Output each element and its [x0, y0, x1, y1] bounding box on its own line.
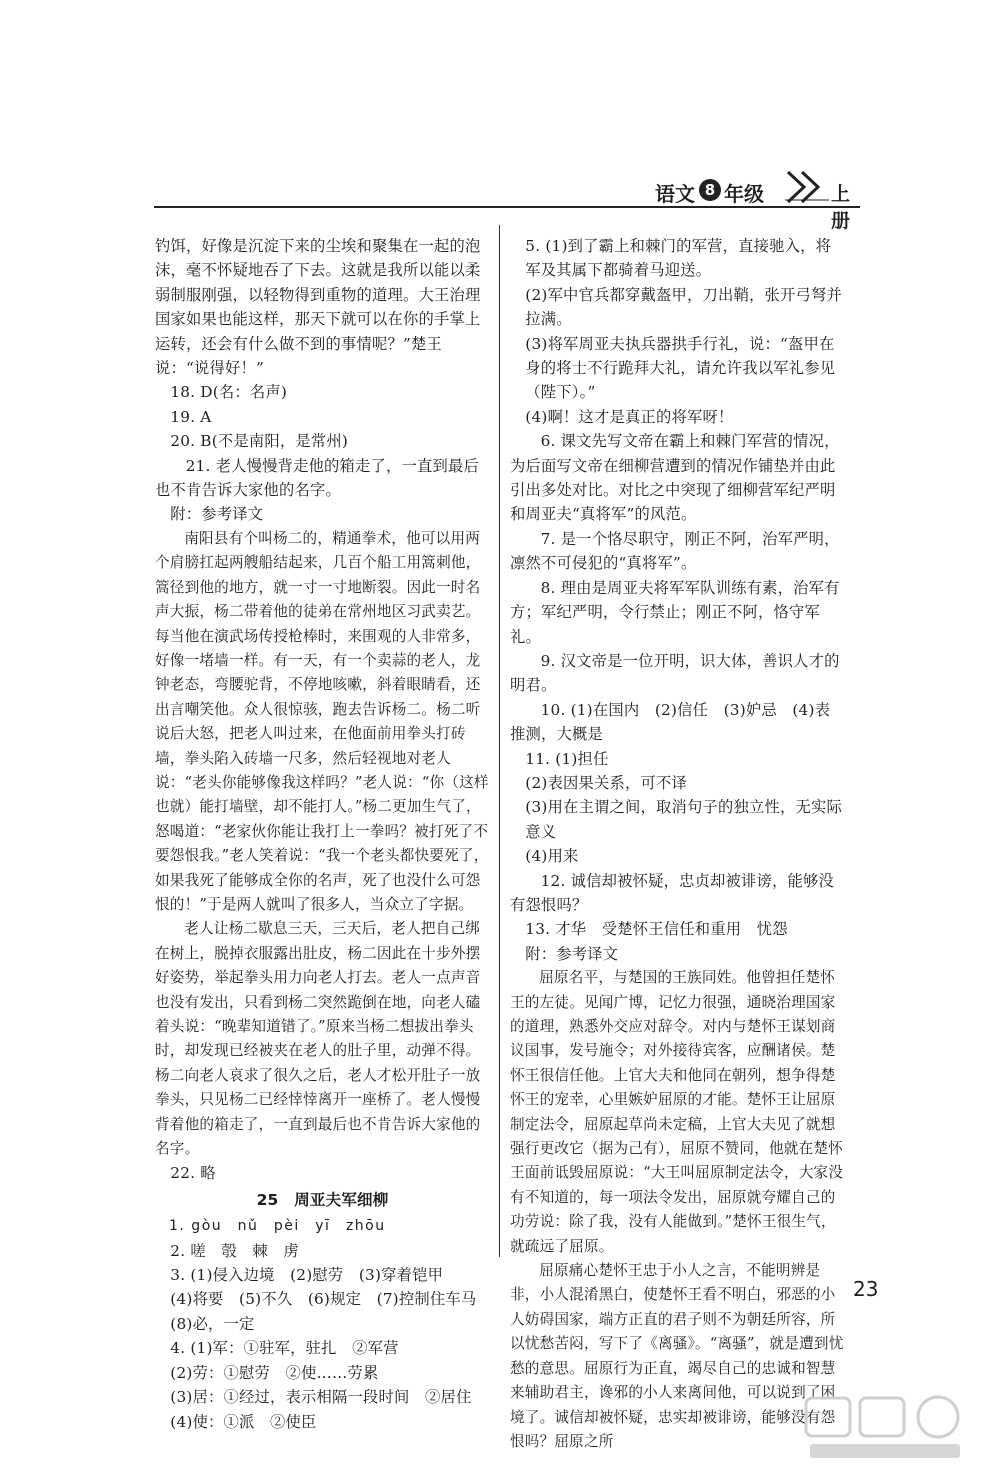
answer-paragraph: (4)将要 (5)不久 (6)规定 (7)控制住车马 — [170, 1290, 477, 1309]
answer-paragraph: 钓饵，好像是沉淀下来的尘埃和聚集在一起的泡沫，毫不怀疑地吞了下去。这就是我所以能以柔弱制服刚强，以轻物得到重物的道理。大王治理国家如果也能这样，那天下就可以在你的手掌上运转，还会有什么做不到的事情呢？”楚王说：“说得好！” — [155, 237, 481, 378]
answer-paragraph: (2)军中官兵都穿戴盔甲，刀出鞘，张开弓弩并拉满。 — [525, 285, 843, 329]
header-grade-label: 年级 — [724, 182, 764, 206]
answer-paragraph: (8)必，一定 — [170, 1314, 255, 1333]
left-column — [155, 234, 490, 1434]
watermark-logo — [800, 1394, 970, 1462]
translation-heading: 附：参考译文 — [170, 505, 264, 524]
answer-paragraph: 1. gòu nǔ pèi yī zhōu — [169, 1218, 386, 1235]
answer-paragraph: (3)将军周亚夫执兵器拱手行礼，说：“盔甲在身的将士不行跪拜大礼，请允许我以军礼参见（陛下）。” — [525, 334, 836, 402]
header-volume: 上册 — [831, 183, 851, 232]
answer-paragraph: 18. D(名：名声) — [170, 383, 288, 402]
translation-paragraph: 屈原名平，与楚国的王族同姓。他曾担任楚怀王的左徒。见闻广博，记忆力很强，通晓治理国家的道理，熟悉外交应对辞令。对内与楚怀王谋划商议国事，发号施令；对外接待宾客，应酬诸侯。楚怀王很信任他。上官大夫和他同在朝列，想争得楚怀王的宠幸，心里嫉妒屈原的才能。楚怀王让屈原制定法令，屈原起草尚未定稿，上官大夫见了就想强行更改它（据为己有），屈原不赞同，他就在楚怀王面前诋毁屈原说：“大王叫屈原制定法令，大家没有不知道的，每一项法令发出，屈原就夸耀自己的功劳说：除了我，没有人能做到。”楚怀王很生气，就疏远了屈原。 — [510, 969, 844, 1255]
answer-paragraph: 22. 略 — [170, 1164, 216, 1183]
answer-paragraph: (2)劳：①慰劳 ②使……劳累 — [170, 1363, 379, 1382]
answer-paragraph: 6. 课文先写文帝在霸上和棘门军营的情况，为后面写文帝在细柳营遭到的情况作铺垫并由此引出多处对比。对比之中突现了细柳营军纪严明和周亚夫“真将军”的风范。 — [510, 432, 840, 524]
answer-paragraph: 13. 才华 受楚怀王信任和重用 忧怨 — [525, 920, 788, 939]
answer-paragraph: 4. (1)军：①驻军，驻扎 ②军营 — [170, 1339, 399, 1358]
lesson-title: 25 周亚夫军细柳 — [256, 1190, 389, 1209]
page-number: 23 — [853, 1277, 879, 1301]
answer-paragraph: 12. 诚信却被怀疑，忠贞却被诽谤，能够没有怨恨吗？ — [510, 871, 835, 914]
header-subject: 语文 — [655, 182, 695, 206]
answer-paragraph: (4)啊！这才是真正的将军呀！ — [525, 407, 734, 426]
answer-paragraph: 11. (1)担任 — [525, 749, 609, 768]
column-divider — [499, 225, 500, 1257]
right-column — [510, 234, 845, 1454]
answer-paragraph: 7. 是一个恪尽职守，刚正不阿，治军严明，凛然不可侵犯的“真将军”。 — [510, 529, 840, 573]
running-header — [655, 178, 865, 232]
answer-paragraph: (3)居：①经过，表示相隔一段时间 ②居住 — [170, 1388, 472, 1407]
translation-paragraph: 屈原痛心楚怀王忠于小人之言，不能明辨是非，小人混淆黑白，使楚怀王看不明白，邪恶的小人妨碍国家，端方正直的君子则不为朝廷所容，所以忧愁苦闷，写下了《离骚》。“离骚”，就是遭到忧愁的意思。屈原行为正直，竭尽自己的忠诚和智慧来辅助君主，谗邪的小人来离间他，可以说到了困境了。诚信却被怀疑，忠实却被诽谤，能够没有怨恨吗？屈原之所 — [510, 1262, 844, 1450]
answer-paragraph: 19. A — [170, 407, 212, 426]
answer-paragraph: 21. 老人慢慢背走他的箱走了，一直到最后也不肯告诉大家他的名字。 — [155, 456, 480, 500]
answer-paragraph: 10. (1)在国内 (2)信任 (3)妒忌 (4)表推测，大概是 — [510, 700, 831, 744]
translation-paragraph: 老人让杨二歇息三天，三天后，老人把自己绑在树上，脱掉衣服露出肚皮，杨二因此在十步外摆好姿势，举起拳头用力向老人打去。老人一点声音也没有发出，只看到杨二突然跪倒在地，向老人磕着头说：“晚辈知道错了。”原来当杨二想拔出拳头时，却发现已经被夹在老人的肚子里，动弹不得。杨二向老人哀求了很久之后，老人才松开肚子一放拳头，只见杨二已经悻悻离开一座桥了。老人慢慢背着他的箱走了，一直到最后也不肯告诉大家他的名字。 — [155, 920, 481, 1158]
double-chevron-icon — [785, 170, 831, 204]
answer-paragraph: (2)表因果关系，可不译 — [525, 773, 688, 792]
answer-paragraph: (4)用来 — [525, 847, 579, 866]
answer-paragraph: 5. (1)到了霸上和棘门的军营，直接驰入，将军及其属下都骑着马迎送。 — [525, 237, 832, 280]
answer-paragraph: 8. 理由是周亚夫将军军队训练有素，治军有方；军纪严明，令行禁止；刚正不阿，恪守军礼。 — [510, 578, 840, 646]
header-grade-number: 8 — [699, 179, 721, 201]
translation-heading: 附：参考译文 — [525, 944, 619, 963]
translation-paragraph: 南阳县有个叫杨二的，精通拳术，他可以用两个肩膀扛起两艘船结起来，几百个船工用篙刺他，篙径到他的地方，就一寸一寸地断裂。因此一时名声大振，杨二带着他的徒弟在常州地区习武卖艺。每当他在演武场传授枪棒时，来围观的人非常多，好像一堵墙一样。有一天，有一个卖蒜的老人，龙钟老态，弯腰驼背，不停地咳嗽，斜着眼睛看，还出言嘲笑他。众人很惊骇，跑去告诉杨二。杨二听说后大怒，把老人叫过来，在他面前用拳头打砖墙，拳头陷入砖墙一尺多，然后轻视地对老人说：“老头你能够像我这样吗？”老人说：“你（这样也就）能打墙壁，却不能打人。”杨二更加生气了，怒喝道：“老家伙你能让我打上一拳吗？被打死了不要怨恨我。”老人笑着说：“我一个老头都快要死了，如果我死了能够成全你的名声，死了也没什么可怨恨的！”于是两人就叫了很多人，当众立了字据。 — [155, 529, 489, 913]
answer-paragraph: 2. 嗟 彀 棘 虏 — [170, 1241, 299, 1260]
answer-paragraph: (3)用在主谓之间，取消句子的独立性，无实际意义 — [525, 798, 843, 841]
header-rule — [154, 206, 860, 208]
answer-paragraph: (4)使：①派 ②使臣 — [170, 1412, 317, 1431]
answer-paragraph: 9. 汉文帝是一位开明，识大体，善识人才的明君。 — [510, 651, 840, 695]
answer-paragraph: 3. (1)侵入边境 (2)慰劳 (3)穿着铠甲 — [170, 1266, 444, 1285]
answer-paragraph: 20. B(不是南阳，是常州) — [170, 432, 349, 451]
